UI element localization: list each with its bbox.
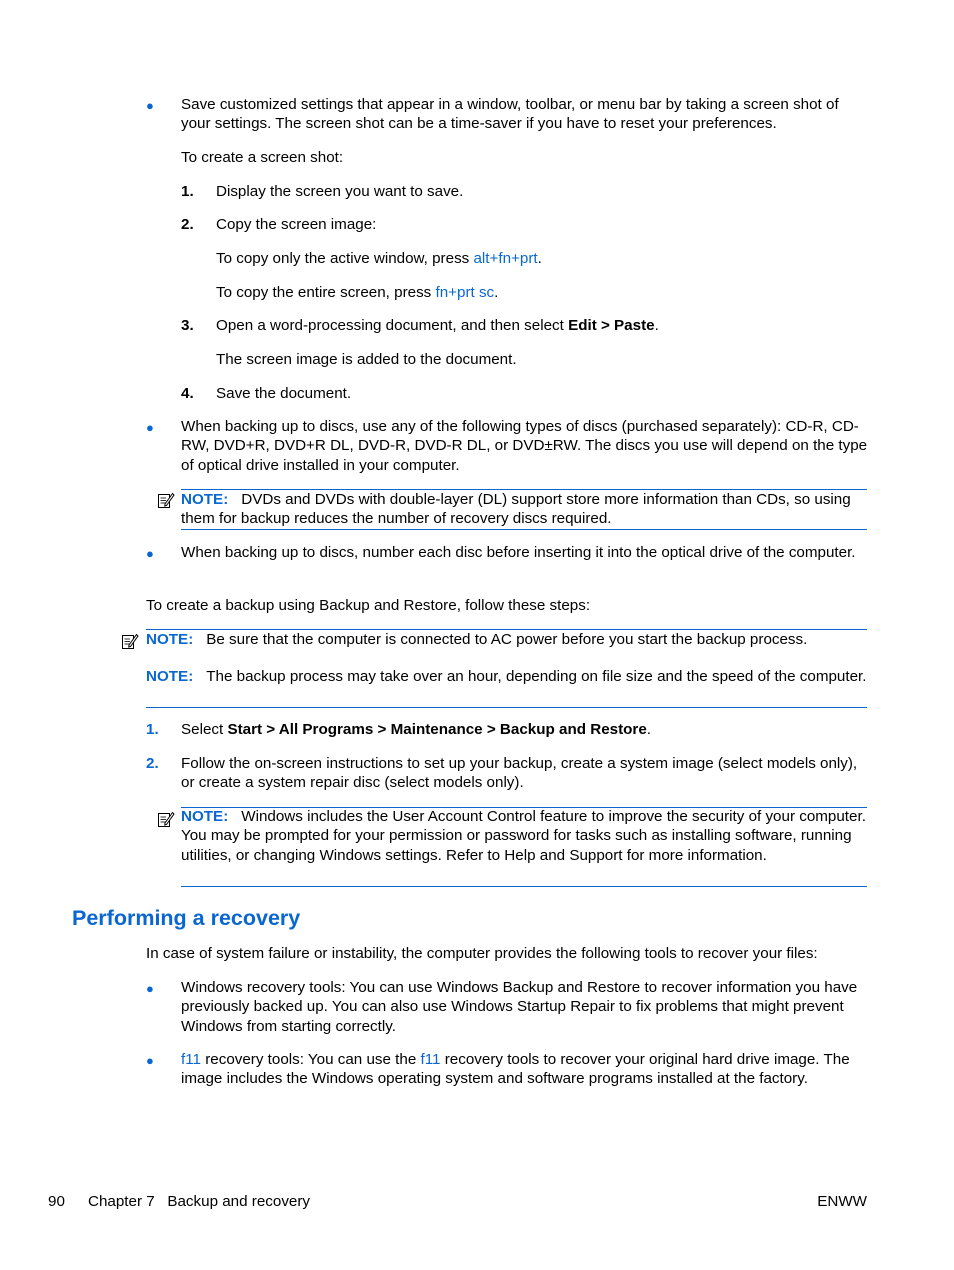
note-text	[146, 667, 871, 686]
text: .	[646, 721, 652, 738]
note-body: Windows includes the User Account Control feature to improve the security of your computer. You may be prompted for your permission or password for tasks such as installing software, running utilities, or changing Windows settings. Refer to Help and Support for more information.	[181, 808, 866, 864]
text: To copy the entire screen, press	[216, 284, 436, 301]
bullet-dot: ●	[146, 1053, 154, 1068]
chapter-title: Chapter 7 Backup and recovery	[88, 1193, 311, 1210]
bullet-text: Save customized settings that appear in a window, toolbar, or menu bar by taking a screen shot of your settings. The screen shot can be a time-saver if you have to reset your preferences.	[181, 96, 839, 133]
section-heading: Performing a recovery	[72, 906, 301, 930]
paragraph	[216, 249, 542, 268]
step-number: 1.	[146, 721, 159, 738]
key-label: f11	[420, 1051, 441, 1068]
page-number: 90	[48, 1193, 65, 1210]
text: To copy only the active window, press	[216, 250, 474, 267]
bullet-text	[181, 1050, 871, 1089]
note-text	[181, 807, 871, 865]
text: Open a word-processing document, and then select	[216, 317, 569, 334]
note-body: Be sure that the computer is connected to AC power before you start the backup process.	[206, 631, 808, 648]
footer-right: ENWW	[817, 1193, 867, 1210]
note-label: NOTE:	[146, 668, 194, 685]
key-combo: fn+prt sc	[435, 284, 495, 301]
step-number: 2.	[181, 216, 194, 233]
menu-path: Start > All Programs > Maintenance > Backup and Restore	[227, 721, 647, 738]
note-label: NOTE:	[181, 808, 229, 825]
key-label: f11	[181, 1051, 201, 1068]
key-combo: alt+fn+prt	[473, 250, 538, 267]
text: recovery tools: You can use the	[201, 1051, 421, 1068]
bullet-text: When backing up to discs, number each disc before inserting it into the optical drive of the computer.	[181, 544, 856, 561]
note-label: NOTE:	[181, 491, 229, 508]
step-text	[216, 316, 659, 335]
note-icon	[121, 632, 139, 650]
step-text	[181, 720, 651, 739]
text: recovery tools to recover your original hard drive image. The image includes the Windows operating system and software programs installed at the factory.	[181, 1051, 850, 1088]
text: Select	[181, 721, 228, 738]
note-bottom-rule	[181, 529, 867, 530]
note-bottom-rule	[146, 707, 867, 708]
bullet-text: Windows recovery tools: You can use Windows Backup and Restore to recover information you have previously backed up. You can also use Windows Startup Repair to fix problems that might prevent Windows from starting correctly.	[181, 979, 858, 1035]
bullet-text: When backing up to discs, use any of the following types of discs (purchased separately): CD-R, CD-RW, DVD+R, DVD+R DL, DVD-R, DVD-R DL, or DVD±RW. The discs you use will depend on the type of optical drive installed in your computer.	[181, 418, 868, 474]
paragraph: In case of system failure or instability, the computer provides the following tools to recover your files:	[146, 945, 818, 962]
paragraph	[216, 283, 498, 302]
text: .	[494, 284, 499, 301]
paragraph: To create a screen shot:	[181, 149, 344, 166]
paragraph: To create a backup using Backup and Restore, follow these steps:	[146, 597, 591, 614]
step-number: 1.	[181, 183, 194, 200]
menu-path: Edit > Paste	[568, 317, 655, 334]
bullet-dot: ●	[146, 546, 154, 561]
note-body: DVDs and DVDs with double-layer (DL) support store more information than CDs, so using them for backup reduces the number of recovery discs required.	[181, 491, 851, 528]
step-text: Display the screen you want to save.	[216, 183, 464, 200]
note-text	[146, 630, 871, 649]
bullet-dot: ●	[146, 981, 154, 996]
note-label: NOTE:	[146, 631, 194, 648]
bullet-dot: ●	[146, 98, 154, 113]
note-icon	[157, 491, 175, 509]
note-icon	[157, 810, 175, 828]
note-bottom-rule	[181, 886, 867, 887]
text: .	[537, 250, 542, 267]
step-text: Follow the on-screen instructions to set up your backup, create a system image (select models only), or create a system repair disc (select models only).	[181, 755, 858, 792]
step-number: 2.	[146, 755, 159, 772]
step-text: Save the document.	[216, 385, 352, 402]
bullet-dot: ●	[146, 420, 154, 435]
paragraph: The screen image is added to the document.	[216, 351, 517, 368]
note-text	[181, 490, 871, 529]
step-number: 3.	[181, 317, 194, 334]
step-number: 4.	[181, 385, 194, 402]
note-body: The backup process may take over an hour, depending on file size and the speed of the computer.	[206, 668, 867, 685]
text: .	[654, 317, 659, 334]
step-text: Copy the screen image:	[216, 216, 377, 233]
